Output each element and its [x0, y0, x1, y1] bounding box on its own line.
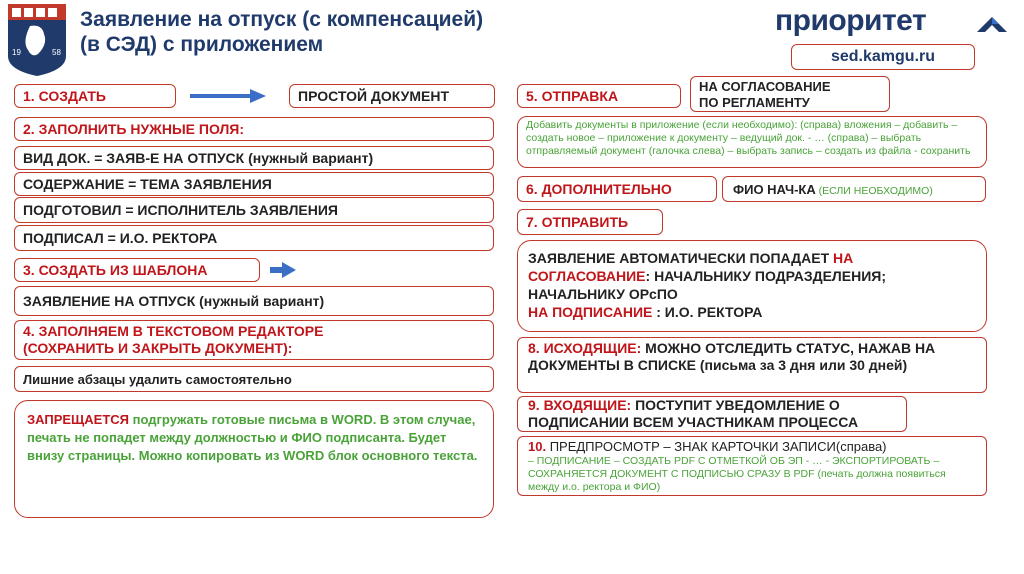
- brand-logo: [775, 4, 926, 38]
- outgoing-note: 8. ИСХОДЯЩИЕ: МОЖНО ОТСЛЕДИТЬ СТАТУС, НАЖАВ НА ДОКУМЕНТЫ В СПИСКЕ (письма за 3 дня или 30 дней): [517, 337, 987, 393]
- field-content: СОДЕРЖАНИЕ = ТЕМА ЗАЯВЛЕНИЯ: [14, 172, 494, 196]
- step-additional: 6. ДОПОЛНИТЕЛЬНО: [517, 176, 717, 202]
- step-fill-fields: 2. ЗАПОЛНИТЬ НУЖНЫЕ ПОЛЯ:: [14, 117, 494, 141]
- arrow-right-icon: [270, 262, 296, 278]
- step-send7: 7. ОТПРАВИТЬ: [517, 209, 663, 235]
- site-link[interactable]: sed.kamgu.ru: [791, 44, 975, 70]
- step-create: 1. СОЗДАТЬ: [14, 84, 176, 108]
- head-name-field: ФИО НАЧ-КА (ЕСЛИ НЕОБХОДИМО): [722, 176, 986, 202]
- brand-chevron-icon: [977, 14, 1007, 32]
- field-prepared: ПОДГОТОВИЛ = ИСПОЛНИТЕЛЬ ЗАЯВЛЕНИЯ: [14, 197, 494, 223]
- attachments-instructions: Добавить документы в приложение (если необходимо): (справа) вложения – добавить – создать новое – приложение к документу – ведущий док. - … (справа) – выбрать отправляемый документ (галочка слева) – выбрать запись – создать из файла - сохранить: [517, 116, 987, 168]
- step-text-editor: 4. ЗАПОЛНЯЕМ В ТЕКСТОВОМ РЕДАКТОРЕ (СОХРАНИТЬ И ЗАКРЫТЬ ДОКУМЕНТ):: [14, 320, 494, 360]
- logo-year-right: 58: [52, 48, 61, 57]
- warning-note: ЗАПРЕЩАЕТСЯ подгружать готовые письма в WORD. В этом случае, печать не попадет между должностью и ФИО подписанта. Будет внизу страницы. Можно копировать из WORD блок основного текста.: [14, 400, 494, 518]
- page-title-line2: (в СЭД) с приложением: [80, 33, 324, 56]
- extra-paragraphs-note: Лишние абзацы удалить самостоятельно: [14, 366, 494, 392]
- preview-note: 10. ПРЕДПРОСМОТР – ЗНАК КАРТОЧКИ ЗАПИСИ(справа) – ПОДПИСАНИЕ – СОЗДАТЬ PDF С ОТМЕТКОЙ ОБ ЭП - … - ЭКСПОРТИРОВАТЬ – СОХРАНЯЕТСЯ ДОКУМЕНТ С ПОДПИСЬЮ СРАЗУ В PDF (печать должна появиться между и.о. ректора и ФИО): [517, 436, 987, 496]
- step-send: 5. ОТПРАВКА: [517, 84, 681, 108]
- page-title: [80, 7, 483, 57]
- field-signed: ПОДПИСАЛ = И.О. РЕКТОРА: [14, 225, 494, 251]
- auto-routing-note: ЗАЯВЛЕНИЕ АВТОМАТИЧЕСКИ ПОПАДАЕТ НА СОГЛАСОВАНИЕ: НАЧАЛЬНИКУ ПОДРАЗДЕЛЕНИЯ; НАЧАЛЬНИКУ ОРсПО НА ПОДПИСАНИЕ : И.О. РЕКТОРА: [517, 240, 987, 332]
- page-title-line1: Заявление на отпуск (с компенсацией): [80, 8, 484, 31]
- university-crest: [8, 4, 66, 76]
- simple-document: ПРОСТОЙ ДОКУМЕНТ: [289, 84, 495, 108]
- leave-application: ЗАЯВЛЕНИЕ НА ОТПУСК (нужный вариант): [14, 286, 494, 316]
- step-from-template: 3. СОЗДАТЬ ИЗ ШАБЛОНА: [14, 258, 260, 282]
- approval-by-regulation: НА СОГЛАСОВАНИЕ ПО РЕГЛАМЕНТУ: [690, 76, 890, 112]
- field-doc-type: ВИД ДОК. = ЗАЯВ-Е НА ОТПУСК (нужный вариант): [14, 146, 494, 170]
- brand-name: приоритет: [775, 4, 927, 37]
- logo-year-left: 19: [12, 48, 21, 57]
- incoming-note: 9. ВХОДЯЩИЕ: ПОСТУПИТ УВЕДОМЛЕНИЕ О ПОДПИСАНИИ ВСЕМ УЧАСТНИКАМ ПРОЦЕССА: [517, 396, 907, 432]
- arrow-right-icon: [190, 88, 266, 104]
